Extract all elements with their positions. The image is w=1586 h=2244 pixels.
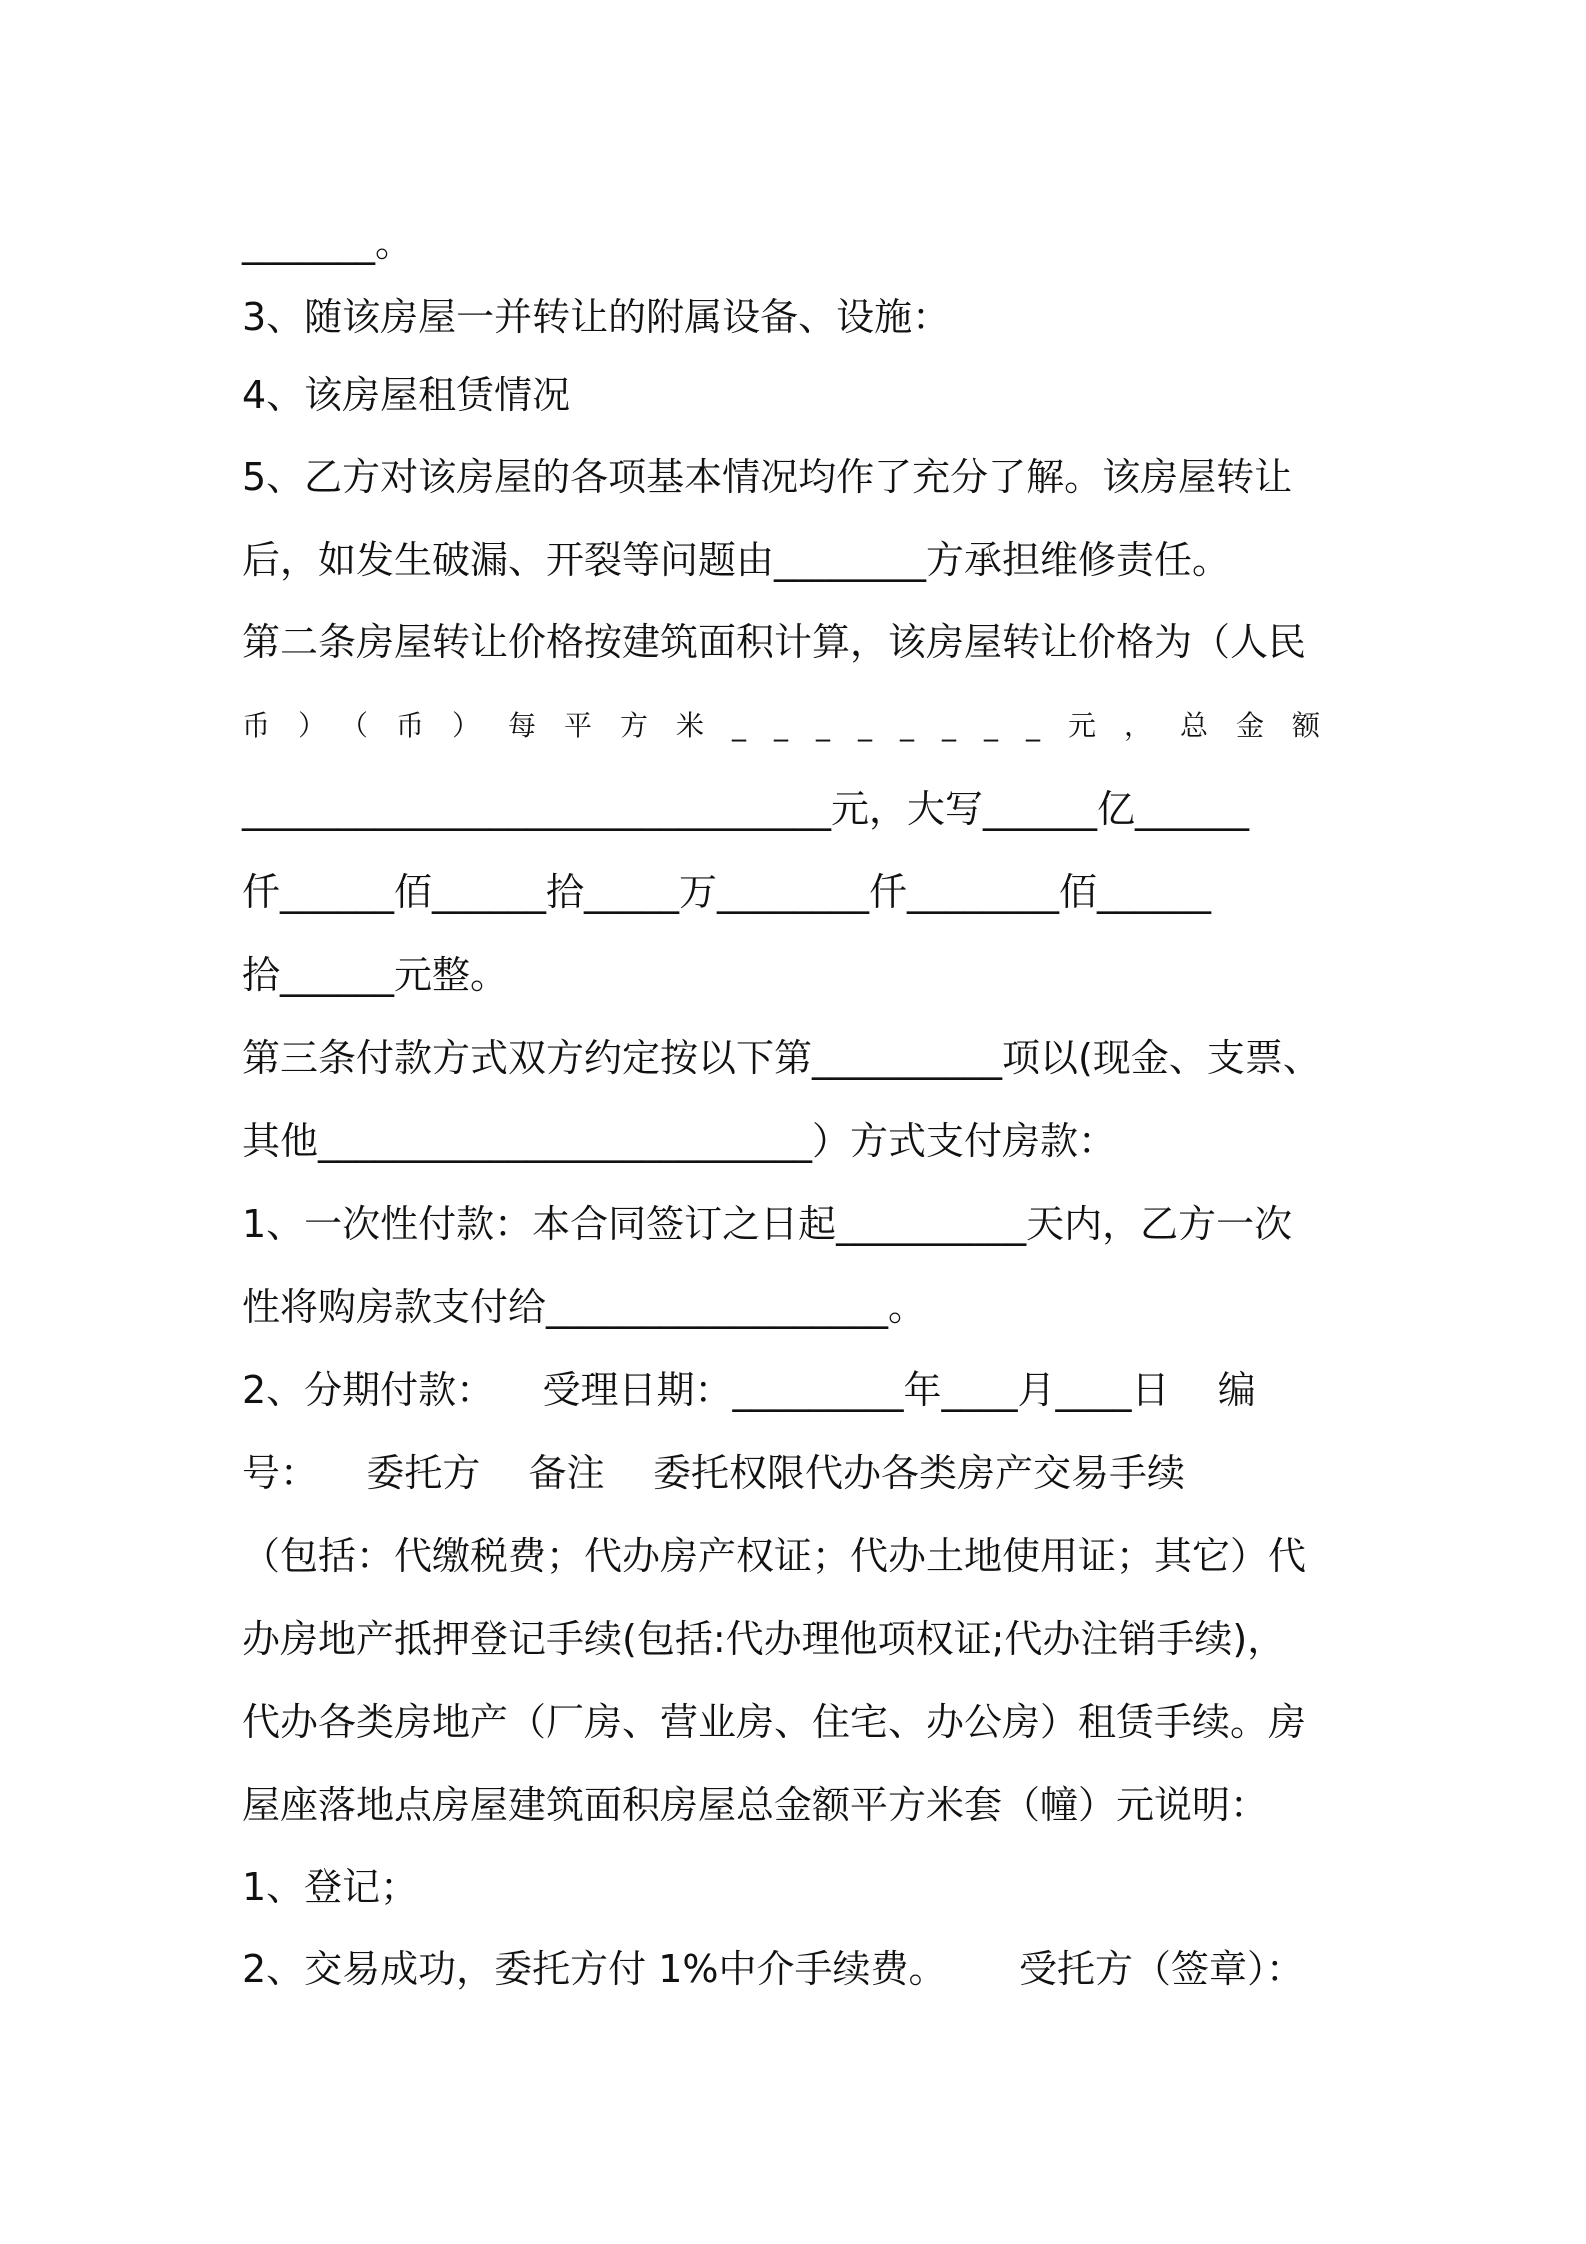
- doc-line-12: 其他__________________________）方式支付房款：: [242, 1119, 1117, 1163]
- doc-line-10: 拾______元整。: [242, 953, 509, 997]
- doc-line-6: 第二条房屋转让价格按建筑面积计算，该房屋转让价格为（人民: [242, 620, 1307, 664]
- doc-line-15: 2、分期付款： 受理日期：_________年____月____日 编: [242, 1368, 1256, 1412]
- doc-line-22: 2、交易成功，委托方付 1%中介手续费。 受托方（签章）：: [242, 1947, 1305, 1991]
- doc-line-19: 代办各类房地产（厂房、营业房、住宅、办公房）租赁手续。房: [242, 1700, 1307, 1744]
- doc-line-16: 号： 委托方 备注 委托权限代办各类房产交易手续: [242, 1451, 1185, 1495]
- doc-line-13: 1、一次性付款：本合同签订之日起__________天内，乙方一次: [242, 1202, 1293, 1246]
- doc-line-14: 性将购房款支付给__________________。: [242, 1285, 927, 1329]
- doc-line-21: 1、登记；: [242, 1865, 419, 1909]
- doc-line-9: 仟______佰______拾_____万________仟________佰______: [242, 870, 1212, 914]
- doc-line-11: 第三条付款方式双方约定按以下第__________项以(现金、支票、: [242, 1036, 1321, 1080]
- doc-line-4: [242, 452, 1354, 502]
- doc-line-2: 3、随该房屋一并转让的附属设备、设施：: [242, 295, 951, 339]
- doc-line-1: _______。: [242, 221, 414, 265]
- doc-line-7: 币）（币）每平方米________元，总金额: [242, 709, 1349, 742]
- doc-line-20: 屋座落地点房屋建筑面积房屋总金额平方米套（幢）元说明：: [242, 1783, 1269, 1827]
- doc-line-8: _______________________________元，大写______亿______: [242, 787, 1250, 831]
- doc-line-3: 4、该房屋租赁情况: [242, 373, 571, 417]
- doc-line-5: 后，如发生破漏、开裂等问题由________方承担维修责任。: [242, 538, 1231, 582]
- doc-line-17: （包括：代缴税费；代办房产权证；代办土地使用证；其它）代: [242, 1534, 1307, 1578]
- doc-line-4-text: 5、乙方对该房屋的各项基本情况均作了充分了解。该房屋转让: [242, 455, 1293, 499]
- doc-line-18: 办房地产抵押登记手续(包括:代办理他项权证;代办注销手续)，: [242, 1617, 1286, 1661]
